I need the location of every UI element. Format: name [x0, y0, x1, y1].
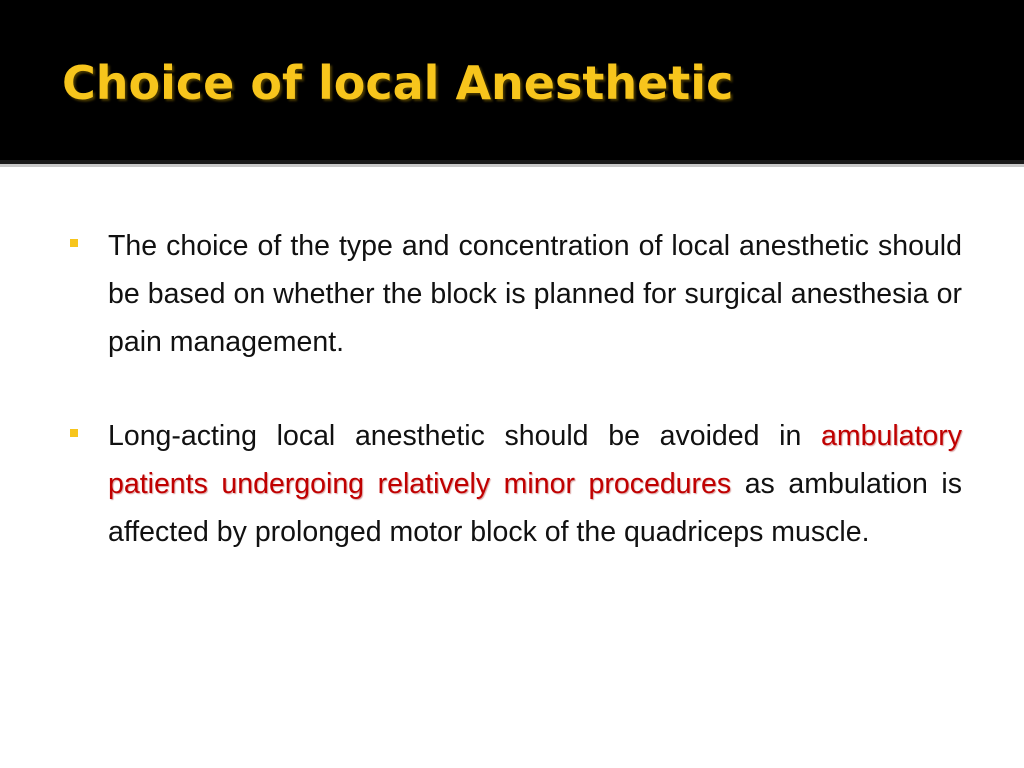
bullet-text — [108, 412, 962, 556]
title-divider-highlight — [0, 164, 1024, 167]
bullet-item-choice — [70, 222, 962, 366]
slide-title: Choice of local Anesthetic — [62, 56, 734, 110]
square-bullet-icon — [70, 429, 78, 437]
bullet-text: The choice of the type and concentration of local anesthetic should be based on whether the block is planned for surgical anesthesia or pain management. — [108, 230, 962, 358]
square-bullet-icon — [70, 239, 78, 247]
title-bar — [0, 0, 1024, 160]
bullet-item-long-acting — [70, 412, 962, 556]
highlighted-phrase: ambulatory patients undergoing relatively minor procedures — [108, 420, 963, 500]
bullet-text-end: as ambulation is affected by prolonged motor block of the quadriceps muscle. — [108, 468, 962, 548]
bullet-list — [70, 222, 962, 602]
bullet-text-start: Long-acting local anesthetic should be avoided in — [108, 420, 802, 452]
